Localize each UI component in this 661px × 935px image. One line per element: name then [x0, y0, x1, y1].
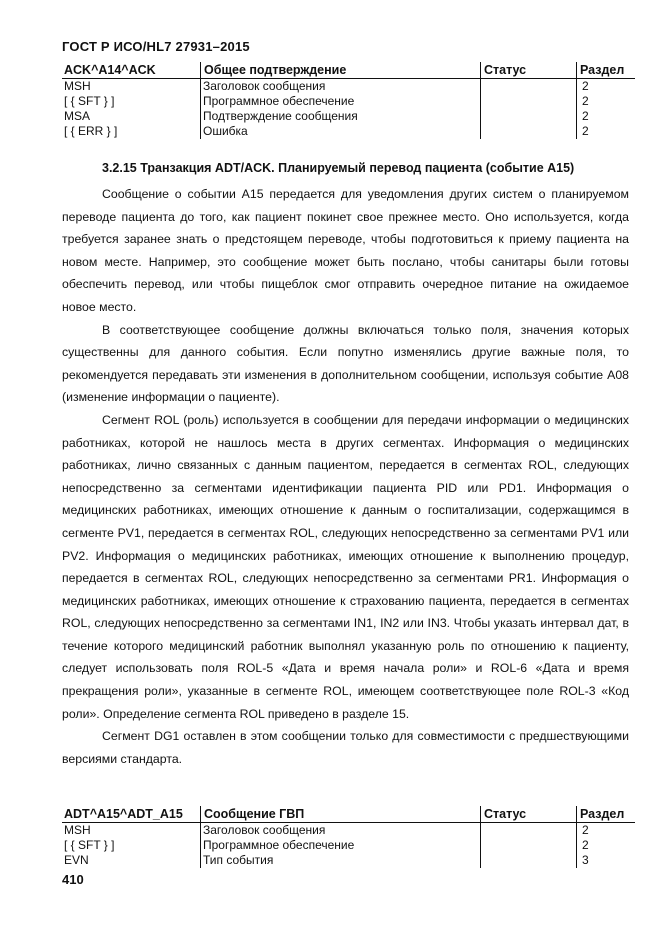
section-heading: 3.2.15 Транзакция ADT/ACK. Планируемый перевод пациента (событие А15) — [102, 161, 575, 175]
table-row — [62, 94, 635, 109]
table-row — [62, 838, 635, 853]
page-header: ГОСТ Р ИСО/HL7 27931–2015 — [62, 39, 250, 54]
section-cell: 2 — [577, 838, 636, 853]
status-cell — [481, 79, 577, 95]
description-cell: Программное обеспечение — [201, 94, 481, 109]
column-header-section: Раздел — [577, 806, 636, 823]
section-cell: 2 — [577, 94, 636, 109]
table-row — [62, 124, 635, 139]
description-cell: Ошибка — [201, 124, 481, 139]
segment-cell: [ { SFT } ] — [64, 94, 115, 108]
segment-cell: MSH — [64, 823, 91, 837]
status-cell — [481, 124, 577, 139]
column-header-description: Общее подтверждение — [201, 62, 481, 79]
column-header-message: ACK^A14^ACK — [62, 62, 201, 79]
status-cell — [481, 838, 577, 853]
description-cell: Заголовок сообщения — [201, 823, 481, 839]
section-cell: 2 — [577, 79, 636, 95]
paragraph: Сообщение о событии А15 передается для уведомления других систем о планируемом переводе пациента до того, как пациент покинет свое прежнее место. Оно используется, когда требуется заранее знать о предстоящем переводе, чтобы подготовиться к приему пациента на новом месте. Например, это сообщение может быть послано, чтобы санитары были готовы обеспечить перевод, или чтобы пищеблок смог отправить очередное питание на ожидаемое новое место. — [62, 187, 629, 314]
section-cell: 3 — [577, 853, 636, 868]
adt-message-table — [62, 806, 635, 868]
segment-cell: [ { ERR } ] — [64, 124, 118, 138]
paragraph: Сегмент ROL (роль) используется в сообщении для передачи информации о медицинских работниках, которой не нашлось места в других сегментах. Информация о медицинских работниках, лично связанных с данным пациентом, передается в сегментах ROL, следующих непосредственно за сегментами идентификации пациента PID или PD1. Информация о медицинских работниках, имеющих отношение к данным о госпитализации, содержащимся в сегменте PV1, передается в сегментах ROL, следующих непосредственно за сегментами PV1 или PV2. Информация о медицинских работниках, имеющих отношение к выполнению процедур, передается в сегментах ROL, следующих непосредственно за сегментами PR1. Информация о медицинских работниках, имеющих отношение к страхованию пациента, передается в сегментах ROL, следующих непосредственно за сегментами IN1, IN2 или IN3. Чтобы указать интервал дат, в течение которого медицинский работник выполнял указанную роль по отношению к пациенту, следует использовать поля ROL-5 «Дата и время начала роли» и ROL-6 «Дата и время прекращения роли», указанные в сегменте ROL, имеющем соответствующее поле ROL-3 «Код роли». Определение сегмента ROL приведено в разделе 15. — [62, 412, 629, 721]
page-number: 410 — [62, 872, 84, 887]
column-header-section: Раздел — [577, 62, 636, 79]
segment-cell: [ { SFT } ] — [64, 838, 115, 852]
segment-cell: MSH — [64, 79, 91, 93]
section-cell: 2 — [577, 124, 636, 139]
table-row — [62, 823, 635, 839]
table-row — [62, 853, 635, 868]
description-cell: Заголовок сообщения — [201, 79, 481, 95]
status-cell — [481, 853, 577, 868]
table-header-row — [62, 62, 635, 79]
status-cell — [481, 823, 577, 839]
description-cell: Тип события — [201, 853, 481, 868]
column-header-message: ADT^A15^ADT_A15 — [62, 806, 201, 823]
status-cell — [481, 109, 577, 124]
paragraph: В соответствующее сообщение должны включаться только поля, значения которых существенны для данного события. Если попутно изменялись другие важные поля, то рекомендуется передавать эти изменения в дополнительном сообщении, используя событие А08 (изменение информации о пациенте). — [62, 322, 629, 405]
description-cell: Подтверждение сообщения — [201, 109, 481, 124]
description-cell: Программное обеспечение — [201, 838, 481, 853]
section-cell: 2 — [577, 109, 636, 124]
column-header-status: Статус — [481, 62, 577, 79]
column-header-status: Статус — [481, 806, 577, 823]
table-row — [62, 79, 635, 95]
table-header-row — [62, 806, 635, 823]
section-cell: 2 — [577, 823, 636, 839]
body-text — [62, 183, 629, 770]
column-header-description: Сообщение ГВП — [201, 806, 481, 823]
paragraph: Сегмент DG1 оставлен в этом сообщении только для совместимости с предшествующими версиями стандарта. — [62, 729, 629, 766]
ack-message-table — [62, 62, 635, 139]
status-cell — [481, 94, 577, 109]
segment-cell: EVN — [64, 853, 89, 867]
segment-cell: MSA — [64, 109, 91, 123]
table-row — [62, 109, 635, 124]
